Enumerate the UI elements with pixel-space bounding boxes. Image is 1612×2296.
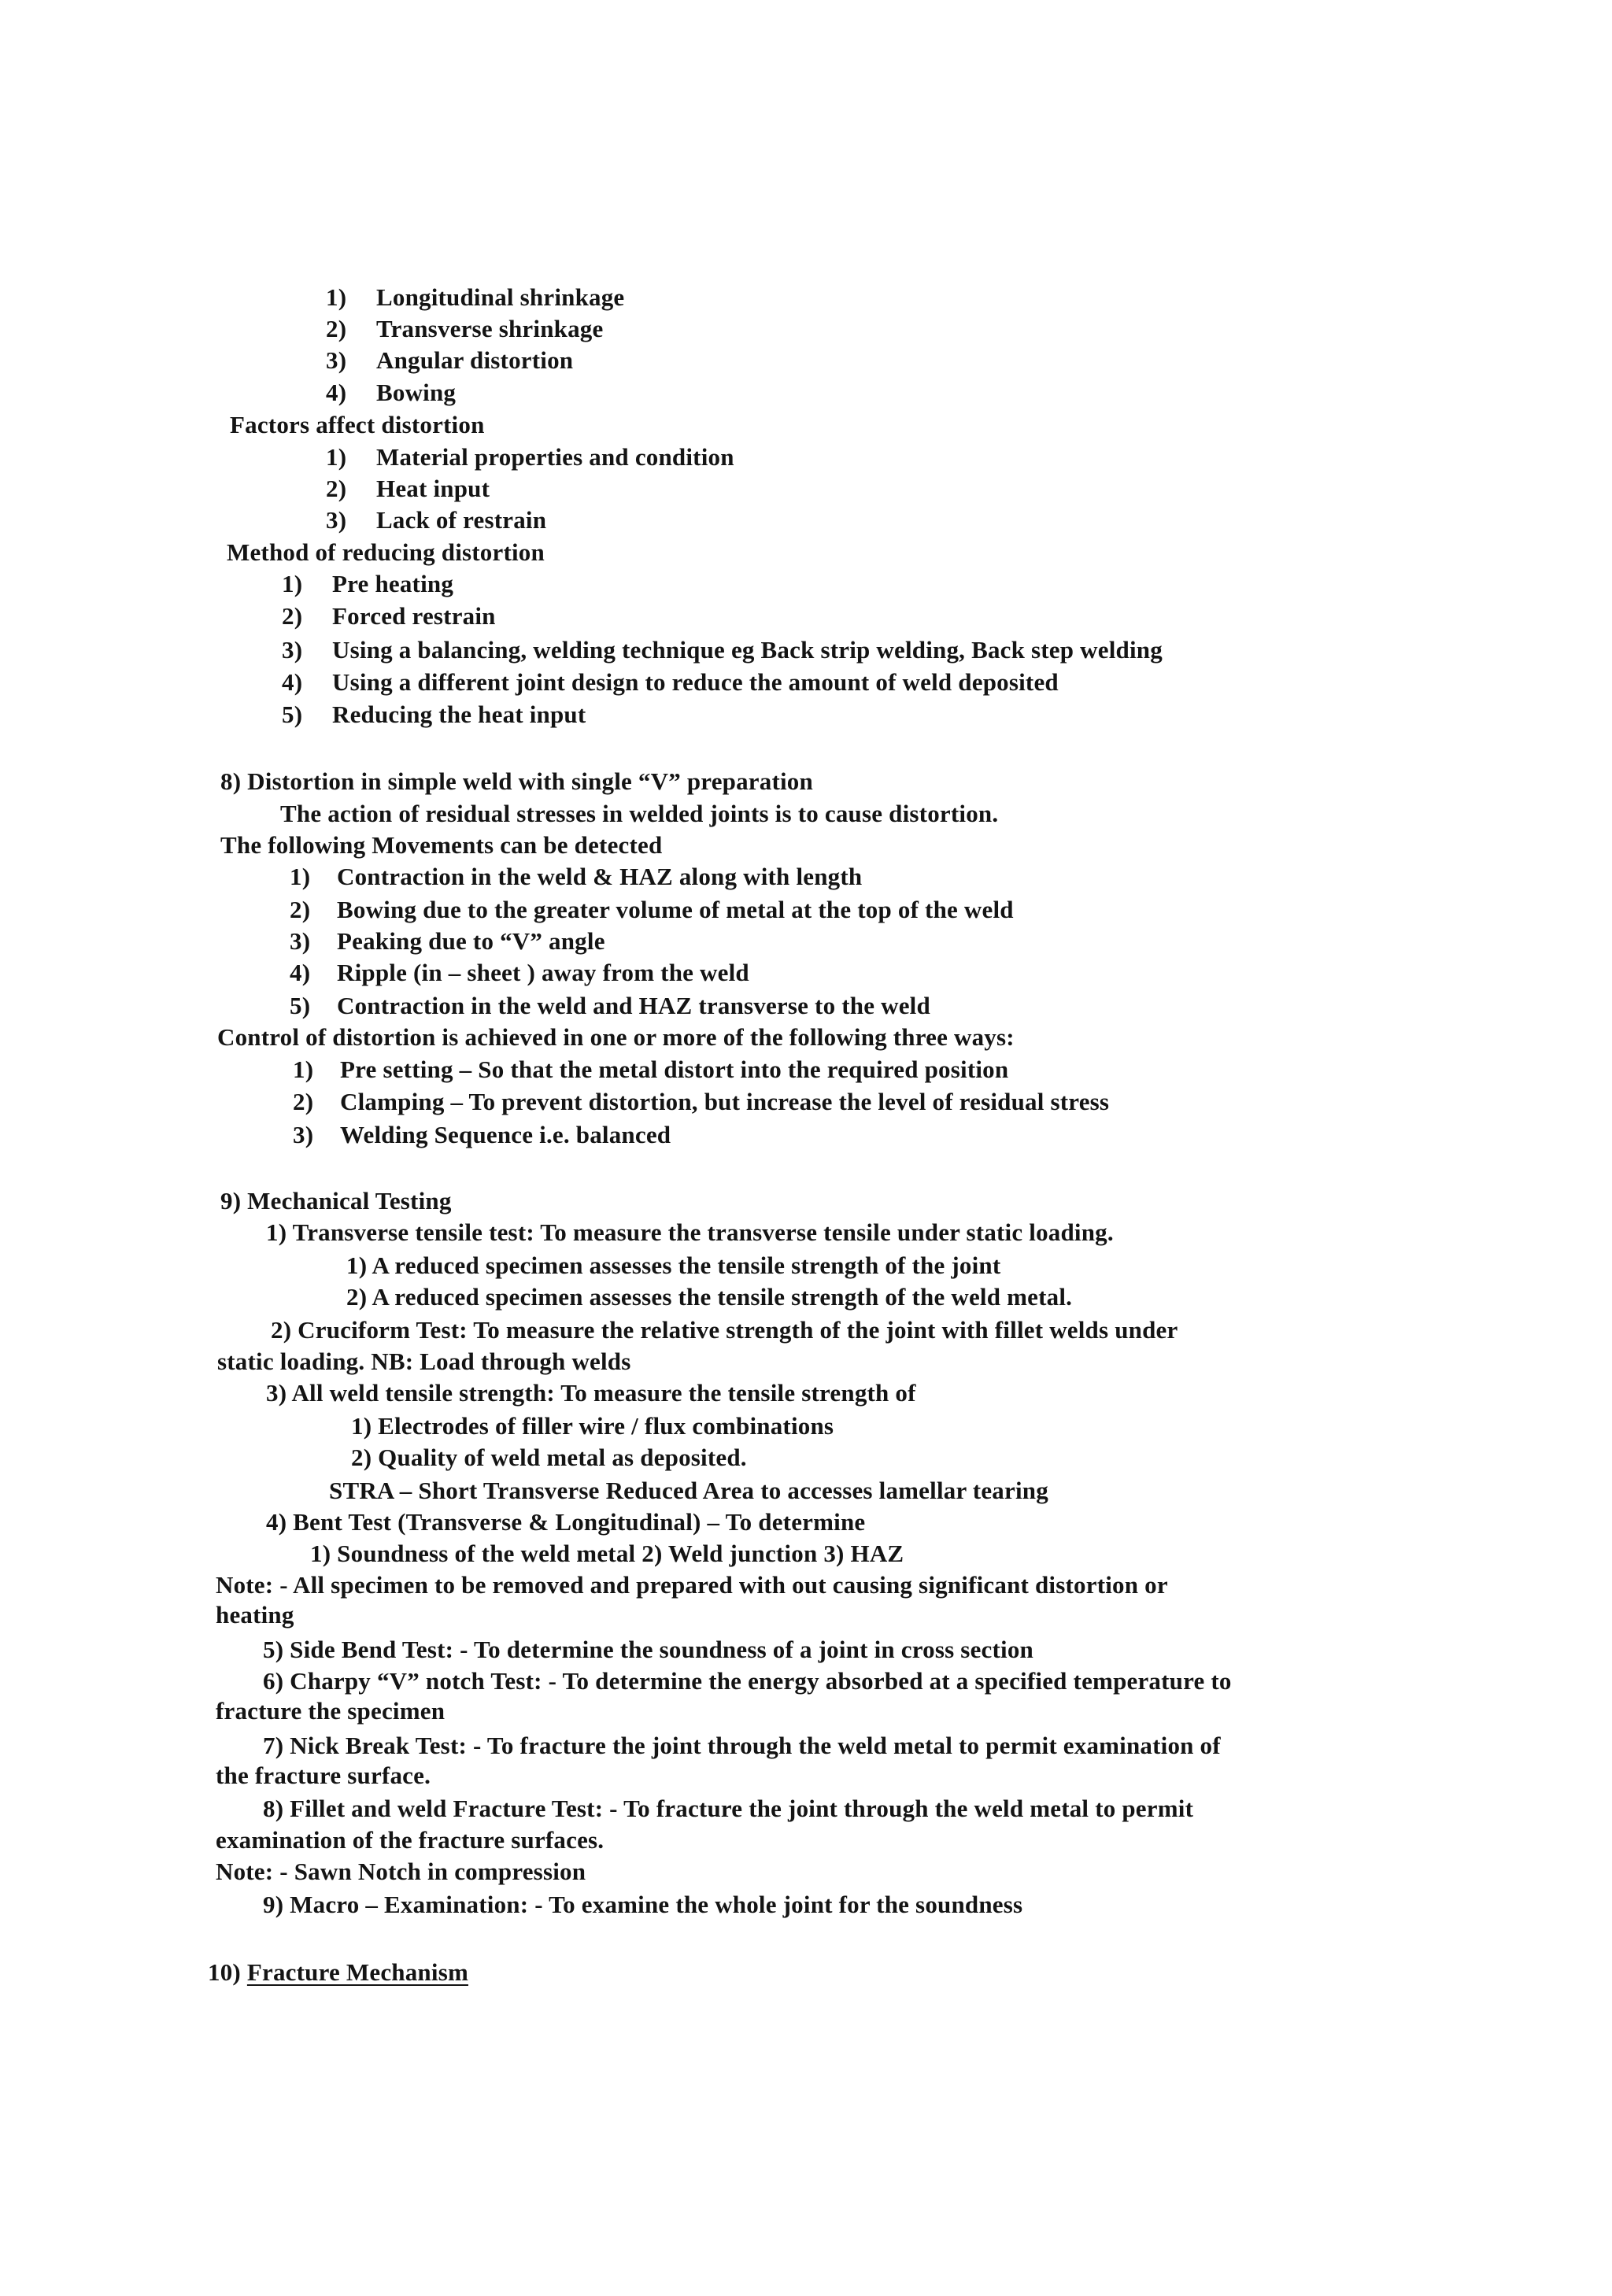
list-item	[293, 1088, 1109, 1116]
item-text: Reducing the heat input	[332, 701, 586, 728]
test-line: 2) A reduced specimen assesses the tensile strength of the weld metal.	[346, 1283, 1073, 1311]
item-number: 3)	[290, 927, 311, 955]
item-text: Bowing due to the greater volume of metal at the top of the weld	[337, 896, 1014, 923]
section-number: 10)	[208, 1958, 241, 1986]
test-line: 1) Soundness of the weld metal 2) Weld junction 3) HAZ	[310, 1540, 904, 1567]
item-number: 5)	[282, 701, 303, 728]
list-item	[293, 1121, 671, 1149]
list-item	[290, 992, 930, 1020]
item-text: Clamping – To prevent distortion, but increase the level of residual stress	[340, 1088, 1110, 1115]
section-10-heading	[208, 1958, 468, 1987]
section-title: Fracture Mechanism	[246, 1958, 468, 1986]
item-number: 2)	[326, 475, 347, 502]
test-line: 1) Transverse tensile test: To measure the transverse tensile under static loading.	[266, 1218, 1114, 1246]
item-number: 3)	[282, 636, 303, 664]
test-line: the fracture surface.	[216, 1762, 431, 1789]
item-number: 1)	[282, 570, 303, 597]
list-item	[326, 283, 624, 312]
test-line: 5) Side Bend Test: - To determine the soundness of a joint in cross section	[263, 1636, 1033, 1663]
item-number: 4)	[326, 379, 347, 406]
item-number: 3)	[293, 1121, 314, 1148]
item-text: Lack of restrain	[376, 506, 547, 534]
list-item	[326, 346, 573, 375]
methods-heading: Method of reducing distortion	[227, 538, 545, 566]
test-line: examination of the fracture surfaces.	[216, 1826, 604, 1854]
factors-heading: Factors affect distortion	[230, 411, 485, 438]
list-item	[290, 896, 1014, 924]
item-text: Ripple (in – sheet ) away from the weld	[337, 959, 749, 986]
note-line: Note: - All specimen to be removed and prepared with out causing significant distortion or	[216, 1571, 1168, 1599]
item-text: Transverse shrinkage	[376, 315, 604, 342]
section-9-heading: 9) Mechanical Testing	[220, 1187, 452, 1215]
list-item	[326, 315, 603, 343]
test-line: 9) Macro – Examination: - To examine the whole joint for the soundness	[263, 1891, 1023, 1918]
list-item	[326, 379, 456, 407]
item-number: 1)	[293, 1056, 314, 1083]
list-item	[282, 701, 586, 729]
item-number: 2)	[293, 1088, 314, 1115]
test-line: fracture the specimen	[216, 1697, 446, 1725]
item-text: Material properties and condition	[376, 443, 734, 471]
list-item	[290, 927, 605, 956]
item-text: Pre heating	[332, 570, 454, 597]
item-number: 3)	[326, 346, 347, 374]
list-item	[326, 475, 490, 503]
item-text: Using a different joint design to reduce the amount of weld deposited	[332, 668, 1059, 696]
test-line: 1) Electrodes of filler wire / flux combinations	[351, 1412, 834, 1440]
list-item	[282, 602, 496, 630]
item-text: Contraction in the weld & HAZ along with length	[337, 863, 863, 890]
test-line: STRA – Short Transverse Reduced Area to accesses lamellar tearing	[329, 1477, 1048, 1504]
list-item	[290, 863, 862, 891]
test-line: 1) A reduced specimen assesses the tensile strength of the joint	[346, 1252, 1001, 1279]
note-line: Note: - Sawn Notch in compression	[216, 1858, 586, 1885]
list-item	[282, 636, 1163, 664]
item-text: Longitudinal shrinkage	[376, 283, 625, 311]
item-number: 2)	[290, 896, 311, 923]
test-line: 7) Nick Break Test: - To fracture the joint through the weld metal to permit examination of	[263, 1732, 1221, 1759]
list-item	[282, 668, 1059, 697]
item-number: 1)	[290, 863, 311, 890]
item-text: Heat input	[376, 475, 490, 502]
section-8-intro: The action of residual stresses in welded joints is to cause distortion.	[280, 800, 999, 827]
item-text: Using a balancing, welding technique eg Back strip welding, Back step welding	[332, 636, 1163, 664]
list-item	[326, 443, 734, 471]
movements-heading: The following Movements can be detected	[220, 831, 663, 859]
item-number: 4)	[282, 668, 303, 696]
item-number: 4)	[290, 959, 311, 986]
test-line: 6) Charpy “V” notch Test: - To determine the energy absorbed at a specified temperature to	[263, 1667, 1232, 1695]
control-heading: Control of distortion is achieved in one or more of the following three ways:	[217, 1023, 1015, 1051]
item-number: 5)	[290, 992, 311, 1019]
item-text: Welding Sequence i.e. balanced	[340, 1121, 671, 1148]
section-8-heading: 8) Distortion in simple weld with single “V” preparation	[220, 767, 813, 795]
item-text: Contraction in the weld and HAZ transverse to the weld	[337, 992, 930, 1019]
item-text: Forced restrain	[332, 602, 496, 630]
item-text: Pre setting – So that the metal distort into the required position	[340, 1056, 1009, 1083]
test-line: static loading. NB: Load through welds	[217, 1348, 631, 1375]
item-text: Angular distortion	[376, 346, 574, 374]
item-text: Peaking due to “V” angle	[337, 927, 605, 955]
item-number: 1)	[326, 283, 347, 311]
list-item	[282, 570, 453, 598]
list-item	[290, 959, 749, 987]
test-line: 2) Cruciform Test: To measure the relative strength of the joint with fillet welds under	[271, 1316, 1178, 1344]
item-text: Bowing	[376, 379, 457, 406]
item-number: 3)	[326, 506, 347, 534]
item-number: 2)	[326, 315, 347, 342]
test-line: 3) All weld tensile strength: To measure the tensile strength of	[266, 1379, 916, 1407]
note-line: heating	[216, 1601, 294, 1629]
list-item	[326, 506, 546, 534]
item-number: 2)	[282, 602, 303, 630]
test-line: 4) Bent Test (Transverse & Longitudinal) – To determine	[266, 1508, 866, 1536]
list-item	[293, 1056, 1008, 1084]
test-line: 8) Fillet and weld Fracture Test: - To fracture the joint through the weld metal to permit	[263, 1795, 1194, 1822]
item-number: 1)	[326, 443, 347, 471]
test-line: 2) Quality of weld metal as deposited.	[351, 1444, 747, 1471]
